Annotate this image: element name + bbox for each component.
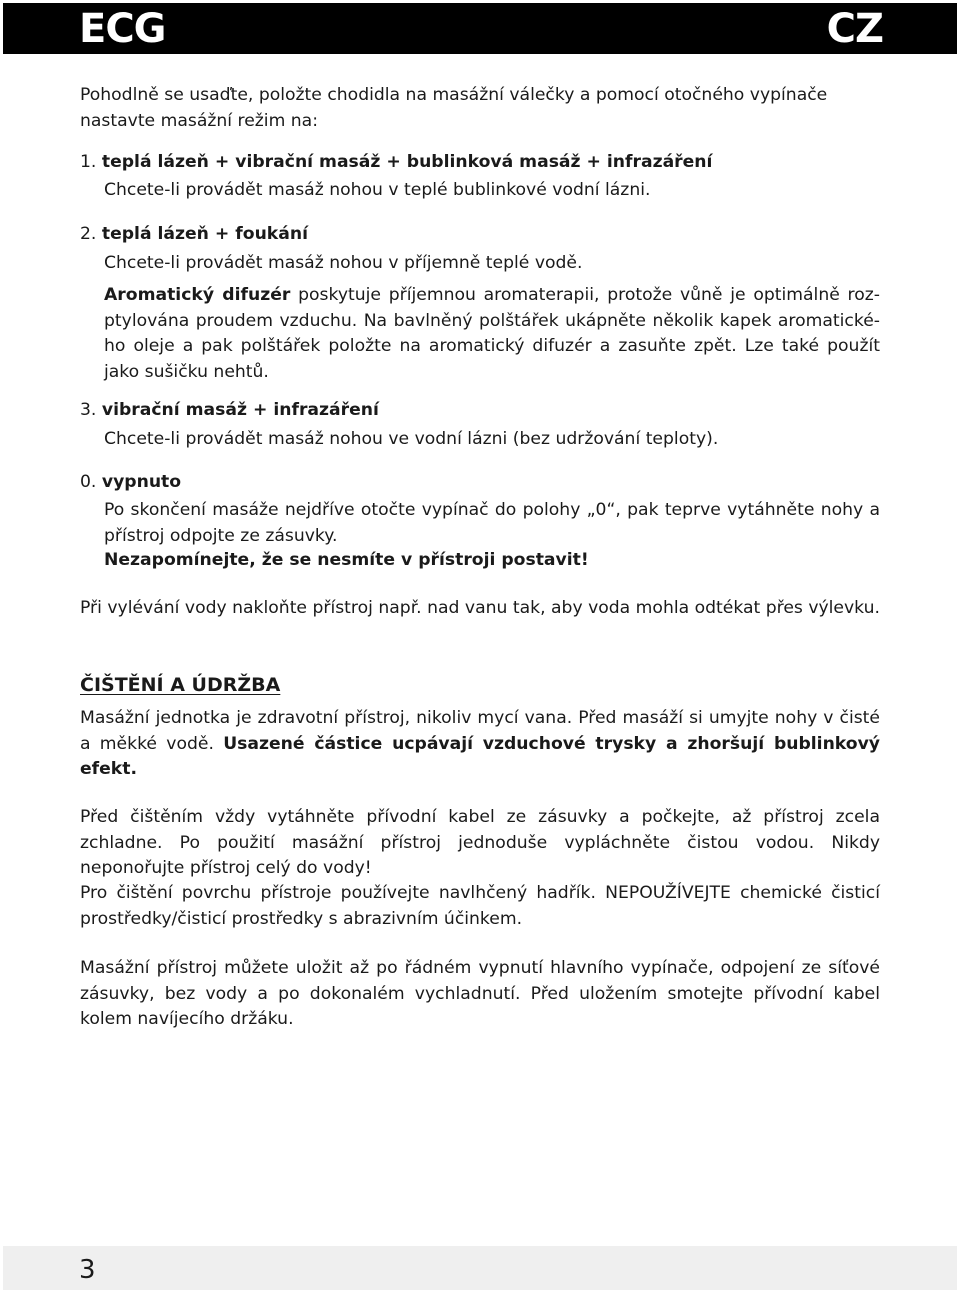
mode-1-description: Chcete-li provádět masáž nohou v teplé bublinkové vodní lázni. bbox=[104, 180, 651, 200]
mode-3-heading bbox=[80, 398, 880, 424]
page-number: 3 bbox=[79, 1255, 96, 1285]
drain-note: Při vylévání vody nakloňte přístroj např. nad vanu tak, aby voda mohla odtékat přes výlevku. bbox=[80, 598, 880, 618]
mode-0-heading bbox=[80, 470, 880, 496]
aroma-diffuser-label: Aromatický difuzér bbox=[104, 285, 291, 305]
intro-paragraph: Pohodlně se usaďte, položte chodidla na masážní válečky a pomocí otočného vypínače nastavte masážní režim na: bbox=[80, 85, 828, 131]
cleaning-p1-text: Masážní jednotka je zdravotní přístroj, nikoliv mycí vana. Před masáží si umyjte nohy v čisté a měkké vodě. bbox=[80, 708, 880, 754]
mode-number: 0. bbox=[80, 472, 97, 492]
cleaning-paragraph-1 bbox=[80, 706, 880, 783]
footer-bar bbox=[3, 1246, 957, 1290]
cleaning-heading: ČIŠTĚNÍ A ÚDRŽBA bbox=[80, 674, 281, 696]
mode-title: teplá lázeň + vibrační masáž + bublinková masáž + infrazáření bbox=[101, 152, 713, 172]
mode-1-heading bbox=[80, 150, 880, 176]
mode-2-heading bbox=[80, 222, 880, 248]
aroma-diffuser-paragraph bbox=[104, 283, 880, 385]
mode-number: 2. bbox=[80, 224, 97, 244]
mode-title: vypnuto bbox=[101, 472, 182, 492]
mode-2-description: Chcete-li provádět masáž nohou v příjemně teplé vodě. bbox=[104, 253, 583, 273]
brand-logo: ECG bbox=[79, 6, 166, 52]
cleaning-paragraph-3: Pro čištění povrchu přístroje používejte navlhčený hadřík. NEPOUŽÍVEJTE chemické čisticí prostředky/čisticí prostředky s abrazivním účinkem. bbox=[80, 883, 880, 929]
mode-number: 3. bbox=[80, 400, 97, 420]
cleaning-paragraph-4: Masážní přístroj můžete uložit až po řádném vypnutí hlavního vypínače, odpojení ze síťové zásuvky, bez vody a po dokonalém vychladnutí. Před uložením smotejte přívodní kabel kolem navíjecího držáku. bbox=[80, 958, 880, 1029]
mode-0-description: Po skončení masáže nejdříve otočte vypínač do polohy „0“, pak teprve vytáhněte nohy a přístroj odpojte ze zásuvky. bbox=[104, 500, 880, 546]
aroma-diffuser-text: poskytuje příjemnou aromaterapii, protože vůně je optimálně rozptylována proudem vzduchu. Na bavlněný polštářek ukápněte několik kapek aromatického oleje a pak polštářek položte na aromatický difuzér a zasuňte zpět. Lze také použít jako sušičku nehtů. bbox=[104, 285, 880, 382]
cleaning-paragraph-2: Před čištěním vždy vytáhněte přívodní kabel ze zásuvky a počkejte, až přístroj zcela zchladne. Po použití masážní přístroj jednoduše vypláchněte čistou vodou. Nikdy neponořujte přístroj celý do vody! bbox=[80, 807, 880, 878]
mode-number: 1. bbox=[80, 152, 97, 172]
stand-warning: Nezapomínejte, že se nesmíte v přístroji postavit! bbox=[104, 550, 589, 570]
mode-title: teplá lázeň + foukání bbox=[101, 224, 308, 244]
mode-3-description: Chcete-li provádět masáž nohou ve vodní lázni (bez udržování teploty). bbox=[104, 429, 719, 449]
language-code: CZ bbox=[826, 6, 883, 52]
mode-title: vibrační masáž + infrazáření bbox=[101, 400, 379, 420]
cleaning-p1-bold: Usazené částice ucpávají vzduchové trysky a zhoršují bublinkový efekt. bbox=[80, 733, 880, 779]
